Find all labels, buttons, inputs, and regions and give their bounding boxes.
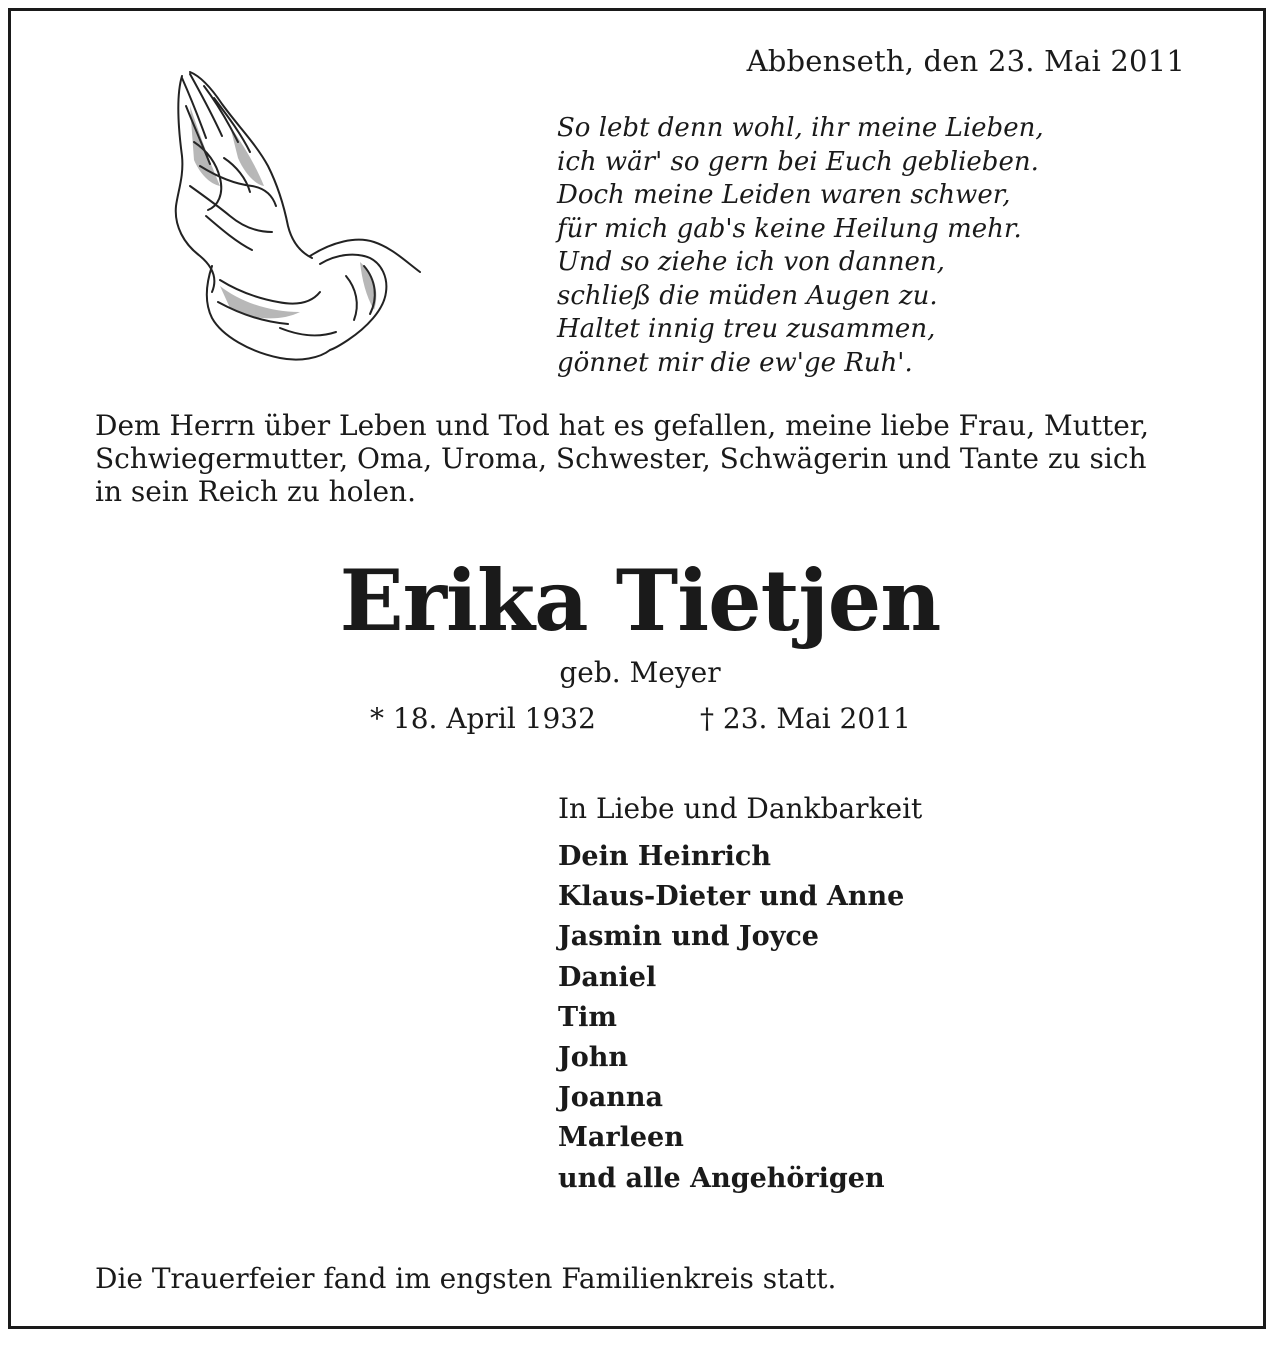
death-date: † 23. Mai 2011 xyxy=(700,702,911,735)
intro-line: Dem Herrn über Leben und Tod hat es gefallen, meine liebe Frau, Mutter, xyxy=(95,409,1150,442)
intro-paragraph xyxy=(95,409,1195,508)
mourner-name: Klaus-Dieter und Anne xyxy=(558,881,905,913)
mourners-intro: In Liebe und Dankbarkeit xyxy=(558,792,923,825)
footer-note: Die Trauerfeier fand im engsten Familienkreis statt. xyxy=(95,1262,837,1295)
poem-line: Und so ziehe ich von dannen, xyxy=(557,247,945,277)
deceased-name: Erika Tietjen xyxy=(339,551,941,650)
poem-line: schließ die müden Augen zu. xyxy=(557,280,938,311)
mourner-name: John xyxy=(558,1042,629,1074)
poem-line: Doch meine Leiden waren schwer, xyxy=(557,180,1011,210)
poem-line: So lebt denn wohl, ihr meine Lieben, xyxy=(557,113,1044,143)
praying-hands-icon xyxy=(160,66,430,370)
poem-line: Haltet innig treu zusammen, xyxy=(557,314,936,344)
poem-line: gönnet mir die ew'ge Ruh'. xyxy=(557,347,913,378)
poem xyxy=(557,112,1044,380)
poem-line: für mich gab's keine Heilung mehr. xyxy=(557,213,1022,244)
mourners-list xyxy=(558,837,904,1199)
mourner-name: Dein Heinrich xyxy=(558,841,772,872)
maiden-name: geb. Meyer xyxy=(559,656,721,689)
mourner-name: und alle Angehörigen xyxy=(558,1162,885,1194)
mourner-name: Daniel xyxy=(558,961,657,993)
mourner-name: Jasmin und Joyce xyxy=(558,921,819,953)
mourner-name: Tim xyxy=(558,1001,617,1033)
intro-line: in sein Reich zu holen. xyxy=(95,475,416,508)
poem-line: ich wär' so gern bei Euch geblieben. xyxy=(557,146,1039,177)
birth-date: * 18. April 1932 xyxy=(370,702,596,735)
place-date: Abbenseth, den 23. Mai 2011 xyxy=(746,44,1185,78)
intro-line: Schwiegermutter, Oma, Uroma, Schwester, Schwägerin und Tante zu sich xyxy=(95,442,1147,475)
mourner-name: Joanna xyxy=(558,1082,664,1114)
mourner-name: Marleen xyxy=(558,1122,684,1154)
